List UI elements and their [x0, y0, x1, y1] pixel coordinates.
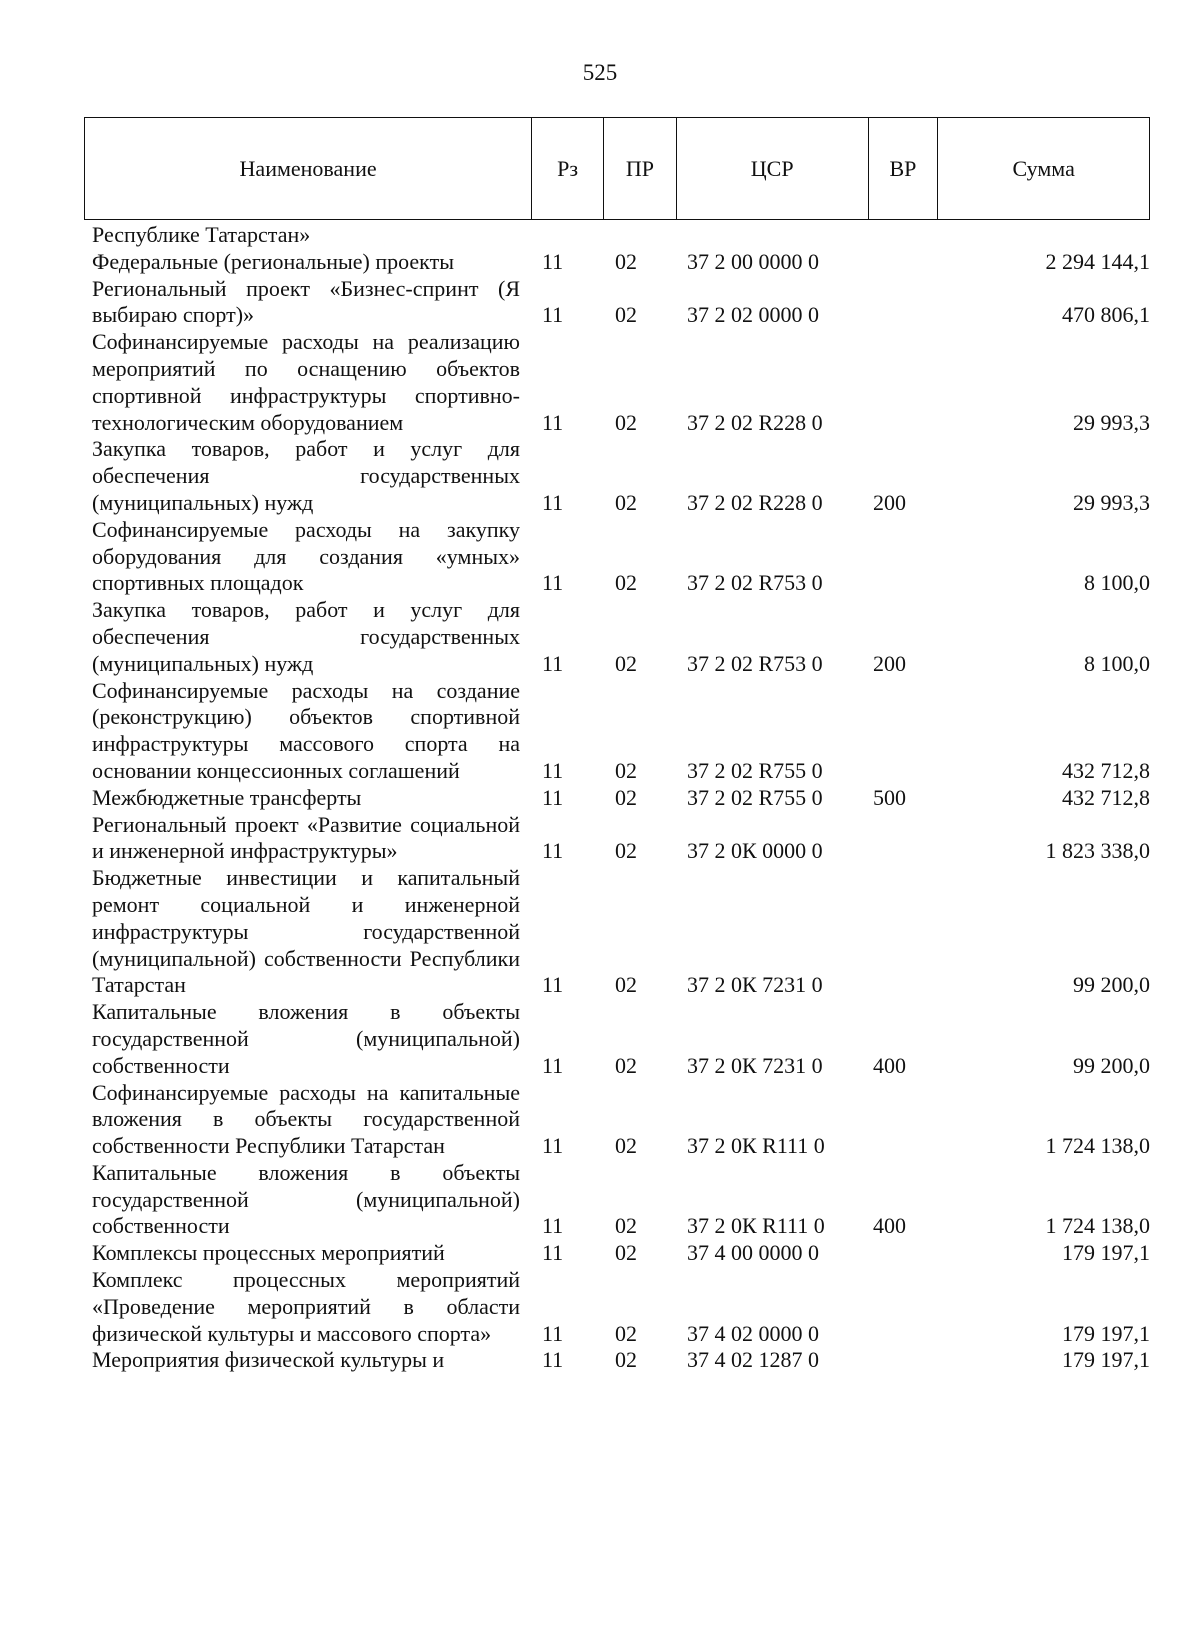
table-row — [92, 785, 1150, 812]
table-row — [92, 1160, 1150, 1240]
row-sum: 29 993,3 — [1073, 409, 1150, 435]
row-rz: 11 — [542, 1133, 564, 1159]
table-row — [92, 222, 1150, 249]
header-csr: ЦСР — [677, 118, 869, 219]
row-name: Межбюджетные трансферты — [92, 784, 362, 810]
row-sum: 8 100,0 — [1084, 650, 1150, 676]
row-pr: 02 — [615, 489, 637, 515]
row-csr: 37 2 02 R755 0 — [687, 757, 823, 783]
row-sum: 179 197,1 — [1062, 1320, 1150, 1346]
row-pr: 02 — [615, 1320, 637, 1346]
row-csr: 37 2 0К 0000 0 — [687, 838, 823, 864]
row-pr: 02 — [615, 650, 637, 676]
row-sum: 2 294 144,1 — [1045, 248, 1150, 274]
row-name: Республике Татарстан» — [92, 222, 311, 247]
row-csr: 37 2 0К R111 0 — [687, 1133, 825, 1159]
row-rz: 11 — [542, 972, 564, 998]
row-rz: 11 — [542, 1213, 564, 1239]
row-rz: 11 — [542, 757, 564, 783]
row-pr: 02 — [615, 1213, 637, 1239]
header-name: Наименование — [85, 118, 532, 219]
row-rz: 11 — [542, 1240, 564, 1266]
table-row — [92, 1240, 1150, 1267]
row-sum: 8 100,0 — [1084, 570, 1150, 596]
row-rz: 11 — [542, 409, 564, 435]
table-row — [92, 678, 1150, 785]
row-rz: 11 — [542, 838, 564, 864]
row-vr: 500 — [873, 784, 906, 810]
row-csr: 37 4 02 0000 0 — [687, 1320, 819, 1346]
row-pr: 02 — [615, 248, 637, 274]
row-sum: 470 806,1 — [1062, 302, 1150, 328]
row-rz: 11 — [542, 248, 564, 274]
row-name: Региональный проект «Бизнес-спринт (Я выбираю спорт)» — [92, 275, 520, 328]
row-vr: 400 — [873, 1213, 906, 1239]
row-pr: 02 — [615, 972, 637, 998]
row-csr: 37 2 0К R111 0 — [687, 1213, 825, 1239]
row-name: Закупка товаров, работ и услуг для обеспечения государственных (муниципальных) нужд — [92, 597, 520, 676]
table-row — [92, 999, 1150, 1079]
table-row — [92, 1080, 1150, 1160]
row-name: Комплексы процессных мероприятий — [92, 1240, 445, 1266]
row-name: Мероприятия физической культуры и — [92, 1347, 445, 1373]
row-pr: 02 — [615, 838, 637, 864]
row-name: Региональный проект «Развитие социальной и инженерной инфраструктуры» — [92, 811, 520, 864]
table-row — [92, 329, 1150, 436]
row-sum: 432 712,8 — [1062, 757, 1150, 783]
row-vr: 200 — [873, 489, 906, 515]
row-sum: 1 823 338,0 — [1045, 838, 1150, 864]
row-csr: 37 2 0К 7231 0 — [687, 972, 823, 998]
table-row — [92, 436, 1150, 516]
row-vr: 200 — [873, 650, 906, 676]
row-vr: 400 — [873, 1052, 906, 1078]
row-name: Капитальные вложения в объекты государственной (муниципальной) собственности — [92, 1159, 520, 1239]
row-pr: 02 — [615, 757, 637, 783]
row-pr: 02 — [615, 302, 637, 328]
row-name: Софинансируемые расходы на закупку оборудования для создания «умных» спортивных площадок — [92, 516, 520, 596]
table-body — [92, 222, 1150, 1374]
header-pr: ПР — [604, 118, 677, 219]
row-rz: 11 — [542, 784, 564, 810]
header-sum: Сумма — [1012, 155, 1075, 181]
row-csr: 37 2 0К 7231 0 — [687, 1052, 823, 1078]
table-row — [92, 865, 1150, 999]
row-sum: 29 993,3 — [1073, 489, 1150, 515]
row-name: Закупка товаров, работ и услуг для обеспечения государственных (муниципальных) нужд — [92, 436, 520, 515]
row-csr: 37 2 02 R755 0 — [687, 784, 823, 810]
table-row — [92, 1347, 1150, 1374]
row-csr: 37 2 02 R228 0 — [687, 489, 823, 515]
row-rz: 11 — [542, 1320, 564, 1346]
row-csr: 37 2 02 0000 0 — [687, 302, 819, 328]
row-name: Капитальные вложения в объекты государственной (муниципальной) собственности — [92, 999, 520, 1078]
row-pr: 02 — [615, 1133, 637, 1159]
row-sum: 1 724 138,0 — [1045, 1133, 1150, 1159]
row-sum: 1 724 138,0 — [1045, 1213, 1150, 1239]
row-sum: 432 712,8 — [1062, 784, 1150, 810]
table-row — [92, 1267, 1150, 1347]
row-pr: 02 — [615, 784, 637, 810]
row-name: Федеральные (региональные) проекты — [92, 248, 454, 274]
row-csr: 37 2 02 R228 0 — [687, 409, 823, 435]
row-rz: 11 — [542, 650, 564, 676]
row-rz: 11 — [542, 1052, 564, 1078]
table-header — [84, 117, 1150, 220]
row-sum: 179 197,1 — [1062, 1347, 1150, 1373]
row-rz: 11 — [542, 570, 564, 596]
table-row — [92, 812, 1150, 866]
row-pr: 02 — [615, 409, 637, 435]
row-pr: 02 — [615, 1240, 637, 1266]
table-row — [92, 517, 1150, 597]
header-rz: Рз — [532, 118, 604, 219]
row-csr: 37 4 00 0000 0 — [687, 1240, 819, 1266]
row-rz: 11 — [542, 302, 564, 328]
row-pr: 02 — [615, 1347, 637, 1373]
row-rz: 11 — [542, 489, 564, 515]
row-name: Софинансируемые расходы на создание (реконструкцию) объектов спортивной инфраструктуры массового спорта на основании концессионных соглашений — [92, 677, 520, 783]
row-name: Софинансируемые расходы на реализацию мероприятий по оснащению объектов спортивной инфраструктуры спортивно-технологическим оборудованием — [92, 329, 520, 435]
row-csr: 37 2 00 0000 0 — [687, 248, 819, 274]
row-name: Бюджетные инвестиции и капитальный ремонт социальной и инженерной инфраструктуры государственной (муниципальной) собственности Республики Татарстан — [92, 865, 520, 998]
row-name: Софинансируемые расходы на капитальные вложения в объекты государственной собственности Республики Татарстан — [92, 1079, 520, 1159]
row-name: Комплекс процессных мероприятий «Проведение мероприятий в области физической культуры и массового спорта» — [92, 1267, 520, 1346]
row-sum: 179 197,1 — [1062, 1240, 1150, 1266]
header-vr: ВР — [869, 118, 939, 219]
row-sum: 99 200,0 — [1073, 972, 1150, 998]
row-csr: 37 4 02 1287 0 — [687, 1347, 819, 1373]
row-csr: 37 2 02 R753 0 — [687, 570, 823, 596]
table-row — [92, 276, 1150, 330]
row-csr: 37 2 02 R753 0 — [687, 650, 823, 676]
row-rz: 11 — [542, 1347, 564, 1373]
row-pr: 02 — [615, 570, 637, 596]
table-row — [92, 249, 1150, 276]
row-pr: 02 — [615, 1052, 637, 1078]
row-sum: 99 200,0 — [1073, 1052, 1150, 1078]
table-row — [92, 597, 1150, 677]
page-number: 525 — [582, 60, 618, 85]
